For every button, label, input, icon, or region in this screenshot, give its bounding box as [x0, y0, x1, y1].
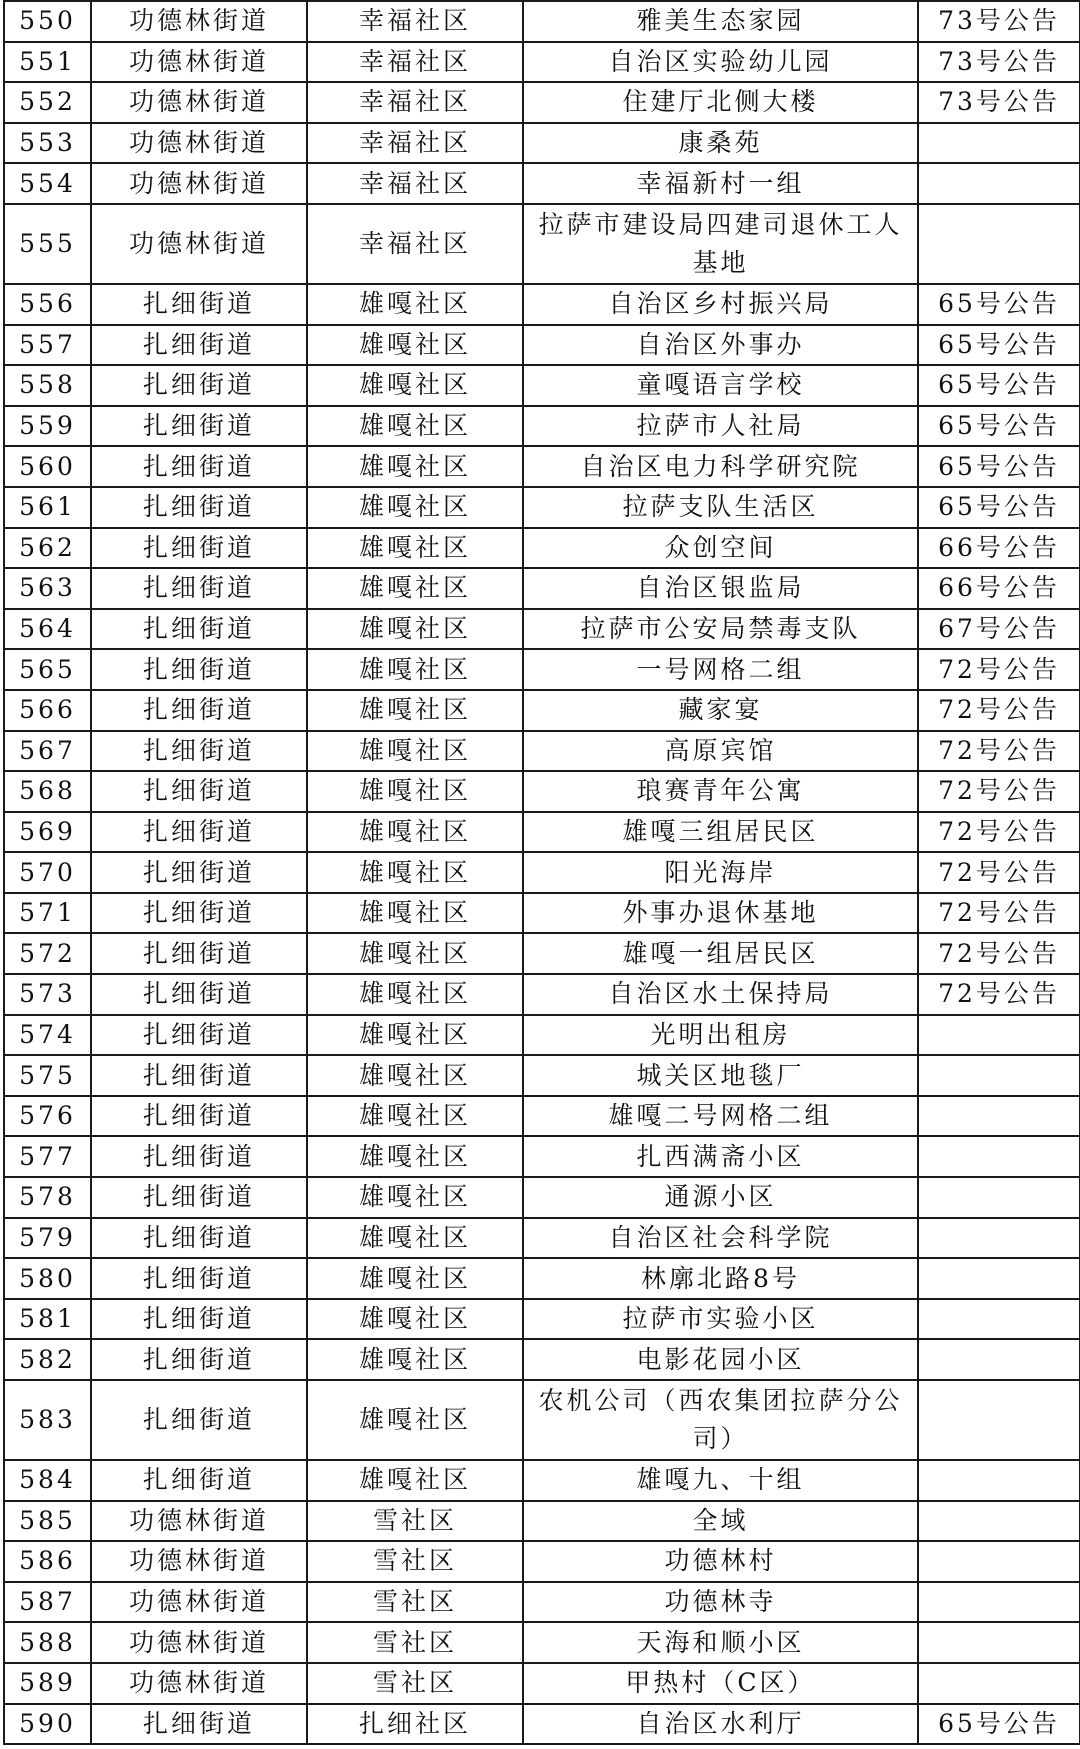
table-row: [4, 82, 1080, 123]
cell-place: 幸福新村一组: [523, 163, 918, 204]
table-row: [4, 852, 1080, 893]
cell-number: 550: [4, 1, 91, 42]
cell-notice: 72号公告: [918, 933, 1080, 974]
cell-number: 584: [4, 1460, 91, 1501]
cell-community: 雄嘎社区: [307, 1299, 523, 1340]
cell-notice: [918, 1096, 1080, 1137]
cell-place: 城关区地毯厂: [523, 1055, 918, 1096]
table-row: [4, 487, 1080, 528]
cell-place: 自治区社会科学院: [523, 1218, 918, 1259]
cell-notice: 66号公告: [918, 528, 1080, 569]
table-row: [4, 649, 1080, 690]
cell-place: 自治区乡村振兴局: [523, 284, 918, 325]
cell-community: 幸福社区: [307, 82, 523, 123]
table-row: [4, 163, 1080, 204]
cell-number: 558: [4, 365, 91, 406]
cell-place: 自治区水利厅: [523, 1704, 918, 1745]
table-row: [4, 204, 1080, 284]
table-row: [4, 568, 1080, 609]
cell-community: 雄嘎社区: [307, 609, 523, 650]
table-row: [4, 123, 1080, 164]
table-row: [4, 1622, 1080, 1663]
document-page: [3, 0, 1079, 1745]
cell-community: 雄嘎社区: [307, 365, 523, 406]
cell-street: 扎细街道: [91, 1015, 307, 1056]
cell-community: 雪社区: [307, 1663, 523, 1704]
cell-street: 扎细街道: [91, 1136, 307, 1177]
cell-number: 577: [4, 1136, 91, 1177]
cell-place: 住建厅北侧大楼: [523, 82, 918, 123]
cell-street: 功德林街道: [91, 1622, 307, 1663]
cell-number: 562: [4, 528, 91, 569]
cell-number: 556: [4, 284, 91, 325]
cell-street: 扎细街道: [91, 487, 307, 528]
cell-community: 雄嘎社区: [307, 690, 523, 731]
table-row: [4, 1015, 1080, 1056]
cell-place: 藏家宴: [523, 690, 918, 731]
cell-street: 扎细街道: [91, 1055, 307, 1096]
cell-place: 全域: [523, 1501, 918, 1542]
cell-number: 573: [4, 974, 91, 1015]
cell-place: 雄嘎二号网格二组: [523, 1096, 918, 1137]
cell-community: 幸福社区: [307, 163, 523, 204]
cell-number: 553: [4, 123, 91, 164]
cell-number: 571: [4, 893, 91, 934]
cell-number: 582: [4, 1339, 91, 1380]
table-row: [4, 609, 1080, 650]
cell-notice: 73号公告: [918, 1, 1080, 42]
cell-number: 564: [4, 609, 91, 650]
cell-community: 幸福社区: [307, 123, 523, 164]
table-row: [4, 1055, 1080, 1096]
cell-community: 雄嘎社区: [307, 406, 523, 447]
cell-notice: 72号公告: [918, 771, 1080, 812]
cell-street: 扎细街道: [91, 568, 307, 609]
cell-street: 扎细街道: [91, 1460, 307, 1501]
cell-notice: 72号公告: [918, 893, 1080, 934]
cell-community: 雄嘎社区: [307, 933, 523, 974]
table-row: [4, 446, 1080, 487]
cell-place: 拉萨市公安局禁毒支队: [523, 609, 918, 650]
cell-street: 扎细街道: [91, 933, 307, 974]
cell-place: 自治区实验幼儿园: [523, 42, 918, 83]
cell-number: 568: [4, 771, 91, 812]
cell-community: 幸福社区: [307, 204, 523, 284]
cell-community: 雄嘎社区: [307, 731, 523, 772]
cell-number: 560: [4, 446, 91, 487]
cell-notice: 72号公告: [918, 852, 1080, 893]
cell-street: 功德林街道: [91, 1501, 307, 1542]
cell-place: 电影花园小区: [523, 1339, 918, 1380]
cell-number: 561: [4, 487, 91, 528]
cell-street: 扎细街道: [91, 609, 307, 650]
cell-place: 功德林村: [523, 1541, 918, 1582]
cell-number: 563: [4, 568, 91, 609]
table-row: [4, 690, 1080, 731]
cell-number: 578: [4, 1177, 91, 1218]
cell-community: 雄嘎社区: [307, 325, 523, 366]
cell-community: 雪社区: [307, 1501, 523, 1542]
cell-notice: [918, 1055, 1080, 1096]
table-row: [4, 1380, 1080, 1460]
cell-place: 拉萨支队生活区: [523, 487, 918, 528]
cell-place: 童嘎语言学校: [523, 365, 918, 406]
cell-number: 572: [4, 933, 91, 974]
cell-notice: [918, 1299, 1080, 1340]
cell-place: 农机公司（西农集团拉萨分公司）: [523, 1380, 918, 1460]
cell-place: 林廓北路8号: [523, 1258, 918, 1299]
cell-notice: 66号公告: [918, 568, 1080, 609]
cell-number: 551: [4, 42, 91, 83]
cell-notice: 67号公告: [918, 609, 1080, 650]
cell-place: 雄嘎一组居民区: [523, 933, 918, 974]
cell-community: 扎细社区: [307, 1704, 523, 1745]
cell-community: 幸福社区: [307, 42, 523, 83]
cell-community: 雄嘎社区: [307, 1339, 523, 1380]
cell-place: 自治区水土保持局: [523, 974, 918, 1015]
cell-place: 拉萨市人社局: [523, 406, 918, 447]
table-row: [4, 893, 1080, 934]
cell-street: 扎细街道: [91, 731, 307, 772]
cell-community: 雄嘎社区: [307, 487, 523, 528]
cell-number: 589: [4, 1663, 91, 1704]
cell-notice: [918, 163, 1080, 204]
table-row: [4, 974, 1080, 1015]
cell-community: 雄嘎社区: [307, 893, 523, 934]
table-row: [4, 1339, 1080, 1380]
table-row: [4, 1, 1080, 42]
cell-place: 自治区银监局: [523, 568, 918, 609]
cell-community: 雄嘎社区: [307, 1218, 523, 1259]
cell-place: 拉萨市实验小区: [523, 1299, 918, 1340]
cell-notice: 73号公告: [918, 42, 1080, 83]
cell-place: 雄嘎九、十组: [523, 1460, 918, 1501]
cell-place: 琅赛青年公寓: [523, 771, 918, 812]
cell-notice: 65号公告: [918, 446, 1080, 487]
cell-street: 功德林街道: [91, 1663, 307, 1704]
cell-street: 扎细街道: [91, 365, 307, 406]
table-row: [4, 365, 1080, 406]
cell-street: 扎细街道: [91, 325, 307, 366]
cell-number: 581: [4, 1299, 91, 1340]
cell-notice: [918, 1380, 1080, 1460]
cell-number: 567: [4, 731, 91, 772]
cell-notice: 65号公告: [918, 1704, 1080, 1745]
cell-notice: [918, 1582, 1080, 1623]
cell-number: 565: [4, 649, 91, 690]
cell-street: 扎细街道: [91, 771, 307, 812]
cell-street: 扎细街道: [91, 528, 307, 569]
cell-notice: [918, 1015, 1080, 1056]
cell-notice: [918, 1501, 1080, 1542]
cell-number: 575: [4, 1055, 91, 1096]
table-row: [4, 1096, 1080, 1137]
cell-number: 566: [4, 690, 91, 731]
cell-street: 扎细街道: [91, 1218, 307, 1259]
cell-street: 扎细街道: [91, 852, 307, 893]
cell-notice: [918, 123, 1080, 164]
cell-notice: 72号公告: [918, 649, 1080, 690]
table-body: [4, 1, 1080, 1744]
table-row: [4, 1582, 1080, 1623]
cell-place: 拉萨市建设局四建司退休工人基地: [523, 204, 918, 284]
cell-community: 雄嘎社区: [307, 568, 523, 609]
table-row: [4, 771, 1080, 812]
cell-community: 雄嘎社区: [307, 446, 523, 487]
cell-place: 光明出租房: [523, 1015, 918, 1056]
table-row: [4, 42, 1080, 83]
cell-number: 580: [4, 1258, 91, 1299]
cell-notice: 72号公告: [918, 690, 1080, 731]
cell-street: 扎细街道: [91, 812, 307, 853]
cell-notice: [918, 1663, 1080, 1704]
cell-notice: [918, 1136, 1080, 1177]
cell-community: 雄嘎社区: [307, 771, 523, 812]
cell-notice: 65号公告: [918, 406, 1080, 447]
cell-street: 功德林街道: [91, 204, 307, 284]
cell-community: 雄嘎社区: [307, 974, 523, 1015]
cell-place: 甲热村（C区）: [523, 1663, 918, 1704]
cell-place: 康桑苑: [523, 123, 918, 164]
cell-place: 通源小区: [523, 1177, 918, 1218]
cell-street: 扎细街道: [91, 690, 307, 731]
table-row: [4, 528, 1080, 569]
table-row: [4, 1663, 1080, 1704]
cell-street: 功德林街道: [91, 82, 307, 123]
cell-street: 扎细街道: [91, 1177, 307, 1218]
cell-place: 雅美生态家园: [523, 1, 918, 42]
cell-number: 555: [4, 204, 91, 284]
cell-community: 雄嘎社区: [307, 1177, 523, 1218]
cell-notice: [918, 1218, 1080, 1259]
cell-number: 552: [4, 82, 91, 123]
cell-number: 557: [4, 325, 91, 366]
table-row: [4, 406, 1080, 447]
cell-place: 自治区电力科学研究院: [523, 446, 918, 487]
cell-notice: 72号公告: [918, 974, 1080, 1015]
cell-street: 扎细街道: [91, 284, 307, 325]
cell-street: 扎细街道: [91, 649, 307, 690]
cell-street: 扎细街道: [91, 1258, 307, 1299]
cell-community: 雄嘎社区: [307, 649, 523, 690]
cell-street: 扎细街道: [91, 1096, 307, 1137]
cell-number: 586: [4, 1541, 91, 1582]
table-row: [4, 1704, 1080, 1745]
cell-notice: [918, 1258, 1080, 1299]
cell-notice: [918, 1177, 1080, 1218]
cell-notice: 65号公告: [918, 487, 1080, 528]
cell-street: 扎细街道: [91, 406, 307, 447]
cell-number: 590: [4, 1704, 91, 1745]
cell-notice: 65号公告: [918, 325, 1080, 366]
cell-number: 554: [4, 163, 91, 204]
table-row: [4, 325, 1080, 366]
cell-community: 雄嘎社区: [307, 1258, 523, 1299]
cell-street: 扎细街道: [91, 974, 307, 1015]
cell-number: 579: [4, 1218, 91, 1259]
cell-number: 585: [4, 1501, 91, 1542]
cell-street: 扎细街道: [91, 1299, 307, 1340]
cell-street: 扎细街道: [91, 1380, 307, 1460]
cell-notice: 73号公告: [918, 82, 1080, 123]
cell-community: 雄嘎社区: [307, 812, 523, 853]
table-row: [4, 1177, 1080, 1218]
cell-street: 功德林街道: [91, 163, 307, 204]
cell-community: 雪社区: [307, 1582, 523, 1623]
area-list-table: [3, 0, 1080, 1745]
table-row: [4, 1299, 1080, 1340]
cell-number: 574: [4, 1015, 91, 1056]
cell-number: 576: [4, 1096, 91, 1137]
cell-number: 570: [4, 852, 91, 893]
cell-street: 功德林街道: [91, 42, 307, 83]
cell-place: 功德林寺: [523, 1582, 918, 1623]
cell-street: 扎细街道: [91, 1704, 307, 1745]
cell-place: 扎西满斋小区: [523, 1136, 918, 1177]
cell-number: 569: [4, 812, 91, 853]
cell-number: 587: [4, 1582, 91, 1623]
cell-place: 自治区外事办: [523, 325, 918, 366]
table-row: [4, 1501, 1080, 1542]
cell-street: 功德林街道: [91, 123, 307, 164]
cell-place: 众创空间: [523, 528, 918, 569]
table-row: [4, 284, 1080, 325]
cell-place: 阳光海岸: [523, 852, 918, 893]
cell-community: 雪社区: [307, 1541, 523, 1582]
cell-place: 天海和顺小区: [523, 1622, 918, 1663]
cell-community: 雄嘎社区: [307, 1136, 523, 1177]
cell-notice: [918, 1339, 1080, 1380]
cell-notice: 72号公告: [918, 731, 1080, 772]
cell-community: 雄嘎社区: [307, 284, 523, 325]
table-row: [4, 1218, 1080, 1259]
table-row: [4, 1460, 1080, 1501]
cell-notice: 65号公告: [918, 284, 1080, 325]
cell-place: 外事办退休基地: [523, 893, 918, 934]
cell-notice: 72号公告: [918, 812, 1080, 853]
cell-notice: [918, 1460, 1080, 1501]
cell-number: 559: [4, 406, 91, 447]
cell-street: 扎细街道: [91, 446, 307, 487]
cell-community: 雄嘎社区: [307, 1096, 523, 1137]
table-row: [4, 812, 1080, 853]
table-row: [4, 933, 1080, 974]
cell-street: 功德林街道: [91, 1582, 307, 1623]
cell-notice: [918, 204, 1080, 284]
cell-notice: [918, 1541, 1080, 1582]
cell-community: 雪社区: [307, 1622, 523, 1663]
table-row: [4, 1541, 1080, 1582]
cell-community: 雄嘎社区: [307, 1460, 523, 1501]
cell-street: 功德林街道: [91, 1541, 307, 1582]
cell-place: 一号网格二组: [523, 649, 918, 690]
table-row: [4, 731, 1080, 772]
cell-street: 扎细街道: [91, 893, 307, 934]
cell-community: 幸福社区: [307, 1, 523, 42]
cell-community: 雄嘎社区: [307, 1380, 523, 1460]
table-row: [4, 1258, 1080, 1299]
cell-place: 高原宾馆: [523, 731, 918, 772]
cell-community: 雄嘎社区: [307, 1055, 523, 1096]
cell-number: 583: [4, 1380, 91, 1460]
table-row: [4, 1136, 1080, 1177]
cell-notice: 65号公告: [918, 365, 1080, 406]
cell-notice: [918, 1622, 1080, 1663]
cell-number: 588: [4, 1622, 91, 1663]
cell-street: 扎细街道: [91, 1339, 307, 1380]
cell-street: 功德林街道: [91, 1, 307, 42]
cell-community: 雄嘎社区: [307, 852, 523, 893]
cell-community: 雄嘎社区: [307, 1015, 523, 1056]
cell-place: 雄嘎三组居民区: [523, 812, 918, 853]
cell-community: 雄嘎社区: [307, 528, 523, 569]
